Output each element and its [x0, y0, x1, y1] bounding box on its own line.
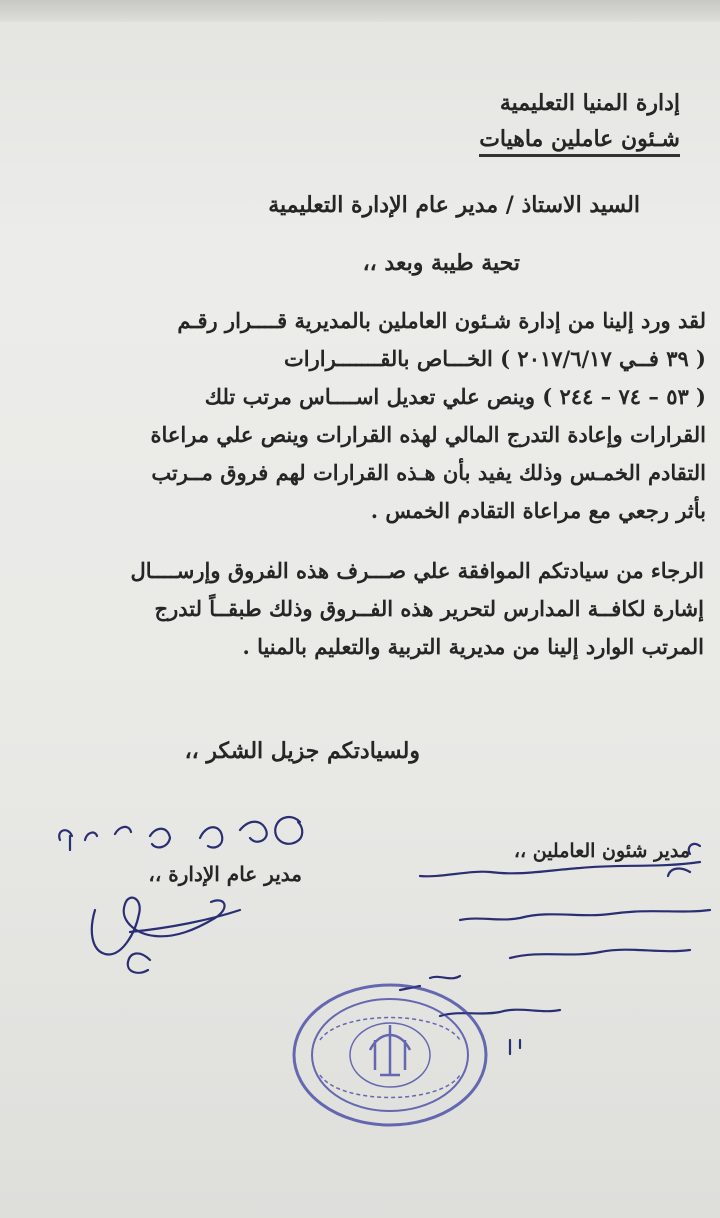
closing-line: ولسيادتكم جزيل الشكر ،، — [184, 738, 420, 764]
official-seal — [290, 980, 490, 1130]
paragraph-line: لقد ورد إلينا من إدارة شـئون العاملين بالمديرية قــــرار رقـم — [177, 308, 706, 333]
paragraph-line: القرارات وإعادة التدرج المالي لهذه القرارات وينص علي مراعاة — [150, 422, 706, 447]
section-name-text: شـئون عاملين ماهيات — [479, 126, 680, 157]
body-paragraph-2 — [44, 552, 704, 666]
paragraph-line: ( ٥٣ – ٧٤ – ٢٤٤ ) وينص علي تعديل اســــاس مرتب تلك — [204, 384, 706, 409]
page-fold-shadow — [0, 0, 720, 22]
hr-manager-title: مدير شئون العاملين ،، — [513, 840, 690, 862]
greeting-line: تحية طيبة وبعد ،، — [362, 250, 520, 276]
paragraph-line: إشارة لكافــة المدارس لتحرير هذه الفــروق وذلك طبقــاً لتدرج — [154, 596, 704, 621]
department-name: إدارة المنيا التعليمية — [499, 90, 680, 116]
body-paragraph-1 — [46, 302, 706, 530]
paragraph-line: الرجاء من سيادتكم الموافقة علي صـــرف هذه الفروق وإرســــال — [130, 558, 704, 583]
section-name — [260, 126, 680, 152]
paragraph-line: المرتب الوارد إلينا من مديرية التربية والتعليم بالمنيا . — [242, 634, 704, 659]
paragraph-line: التقادم الخمـس وذلك يفيد بأن هـذه القرارات لهم فروق مــرتب — [151, 460, 706, 485]
addressee-line: السيد الاستاذ / مدير عام الإدارة التعليمية — [268, 192, 640, 218]
general-manager-title: مدير عام الإدارة ،، — [148, 862, 302, 886]
paragraph-line: ( ٣٩ فــي ٢٠١٧/٦/١٧ ) الخـــاص بالقـــــــرارات — [284, 346, 706, 371]
paragraph-line: بأثر رجعي مع مراعاة التقادم الخمس . — [370, 498, 706, 523]
